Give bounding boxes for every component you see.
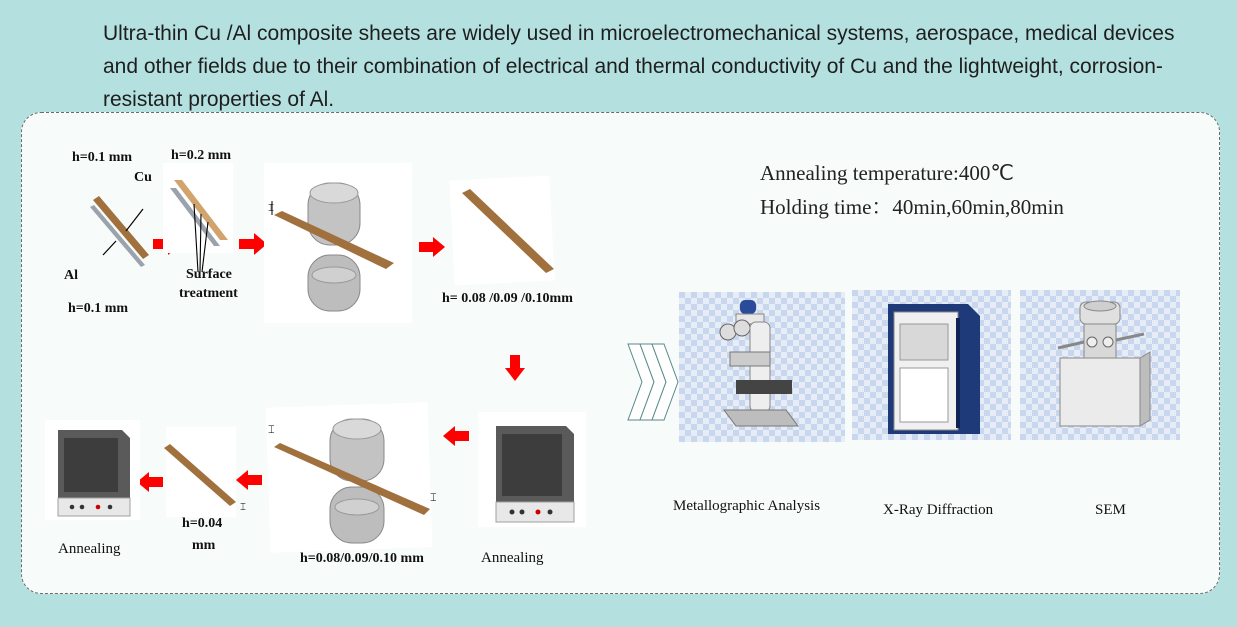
- strip-004: [164, 444, 236, 506]
- label-h-rolled-2: h=0.08/0.09/0.10 mm: [300, 551, 424, 566]
- svg-text:⌶: ⌶: [268, 424, 275, 436]
- holding-time: Holding time：40min,60min,80min: [760, 195, 1064, 219]
- al-sheet: [90, 205, 145, 267]
- xrd-instrument-icon: [870, 298, 990, 438]
- label-h-rolled-1: h= 0.08 /0.09 /0.10mm: [442, 291, 573, 306]
- chevron-arrows-icon: [626, 342, 682, 422]
- label-annealing-2: Annealing: [481, 550, 544, 566]
- svg-text:⌶: ⌶: [430, 492, 437, 504]
- label-xrd: X-Ray Diffraction: [883, 502, 994, 518]
- label-metallographic-analysis: Metallographic Analysis: [673, 498, 821, 514]
- arrow-left-1: [443, 426, 471, 446]
- svg-text:⌶: ⌶: [240, 502, 246, 513]
- label-surface: Surface: [186, 267, 232, 282]
- arrow-right-3: [419, 237, 447, 257]
- label-h-al: h=0.1 mm: [68, 301, 129, 316]
- arrow-down: [505, 355, 525, 383]
- cu-sheet: [93, 196, 149, 259]
- thin-strip-illustration: [458, 185, 558, 285]
- svg-text:⌶: ⌶: [268, 203, 274, 214]
- cu-al-sheets-illustration: [85, 195, 155, 275]
- label-h-02: h=0.2 mm: [171, 148, 232, 163]
- strip-004-illustration: [160, 442, 250, 522]
- label-h-004-b: mm: [192, 538, 216, 553]
- annealing-temperature: Annealing temperature:400℃: [760, 161, 1014, 185]
- intro-text: Ultra-thin Cu /Al composite sheets are widely used in microelectromechanical systems, aerospace, medical devices and other fields due to their combination of electrical and thermal conductivity of Cu and the lightweight, corrosion-resistant properties of Al.: [103, 22, 1175, 111]
- annealing-furnace-illustration-1: [488, 420, 584, 528]
- label-h-004-a: h=0.04: [182, 516, 223, 531]
- label-sem: SEM: [1095, 502, 1126, 518]
- label-treatment: treatment: [179, 286, 238, 301]
- label-annealing-1: Annealing: [58, 541, 121, 557]
- thin-strip: [462, 189, 554, 273]
- label-h-cu: h=0.1 mm: [72, 150, 133, 165]
- sem-instrument-icon: [1040, 296, 1160, 436]
- microscope-icon: [700, 292, 820, 442]
- label-al: Al: [64, 268, 78, 283]
- annealing-furnace-illustration-2: [52, 426, 142, 522]
- rolling-mill-illustration-1: [264, 163, 412, 323]
- rolling-mill-illustration-2: [268, 405, 438, 550]
- label-cu: Cu: [134, 170, 152, 185]
